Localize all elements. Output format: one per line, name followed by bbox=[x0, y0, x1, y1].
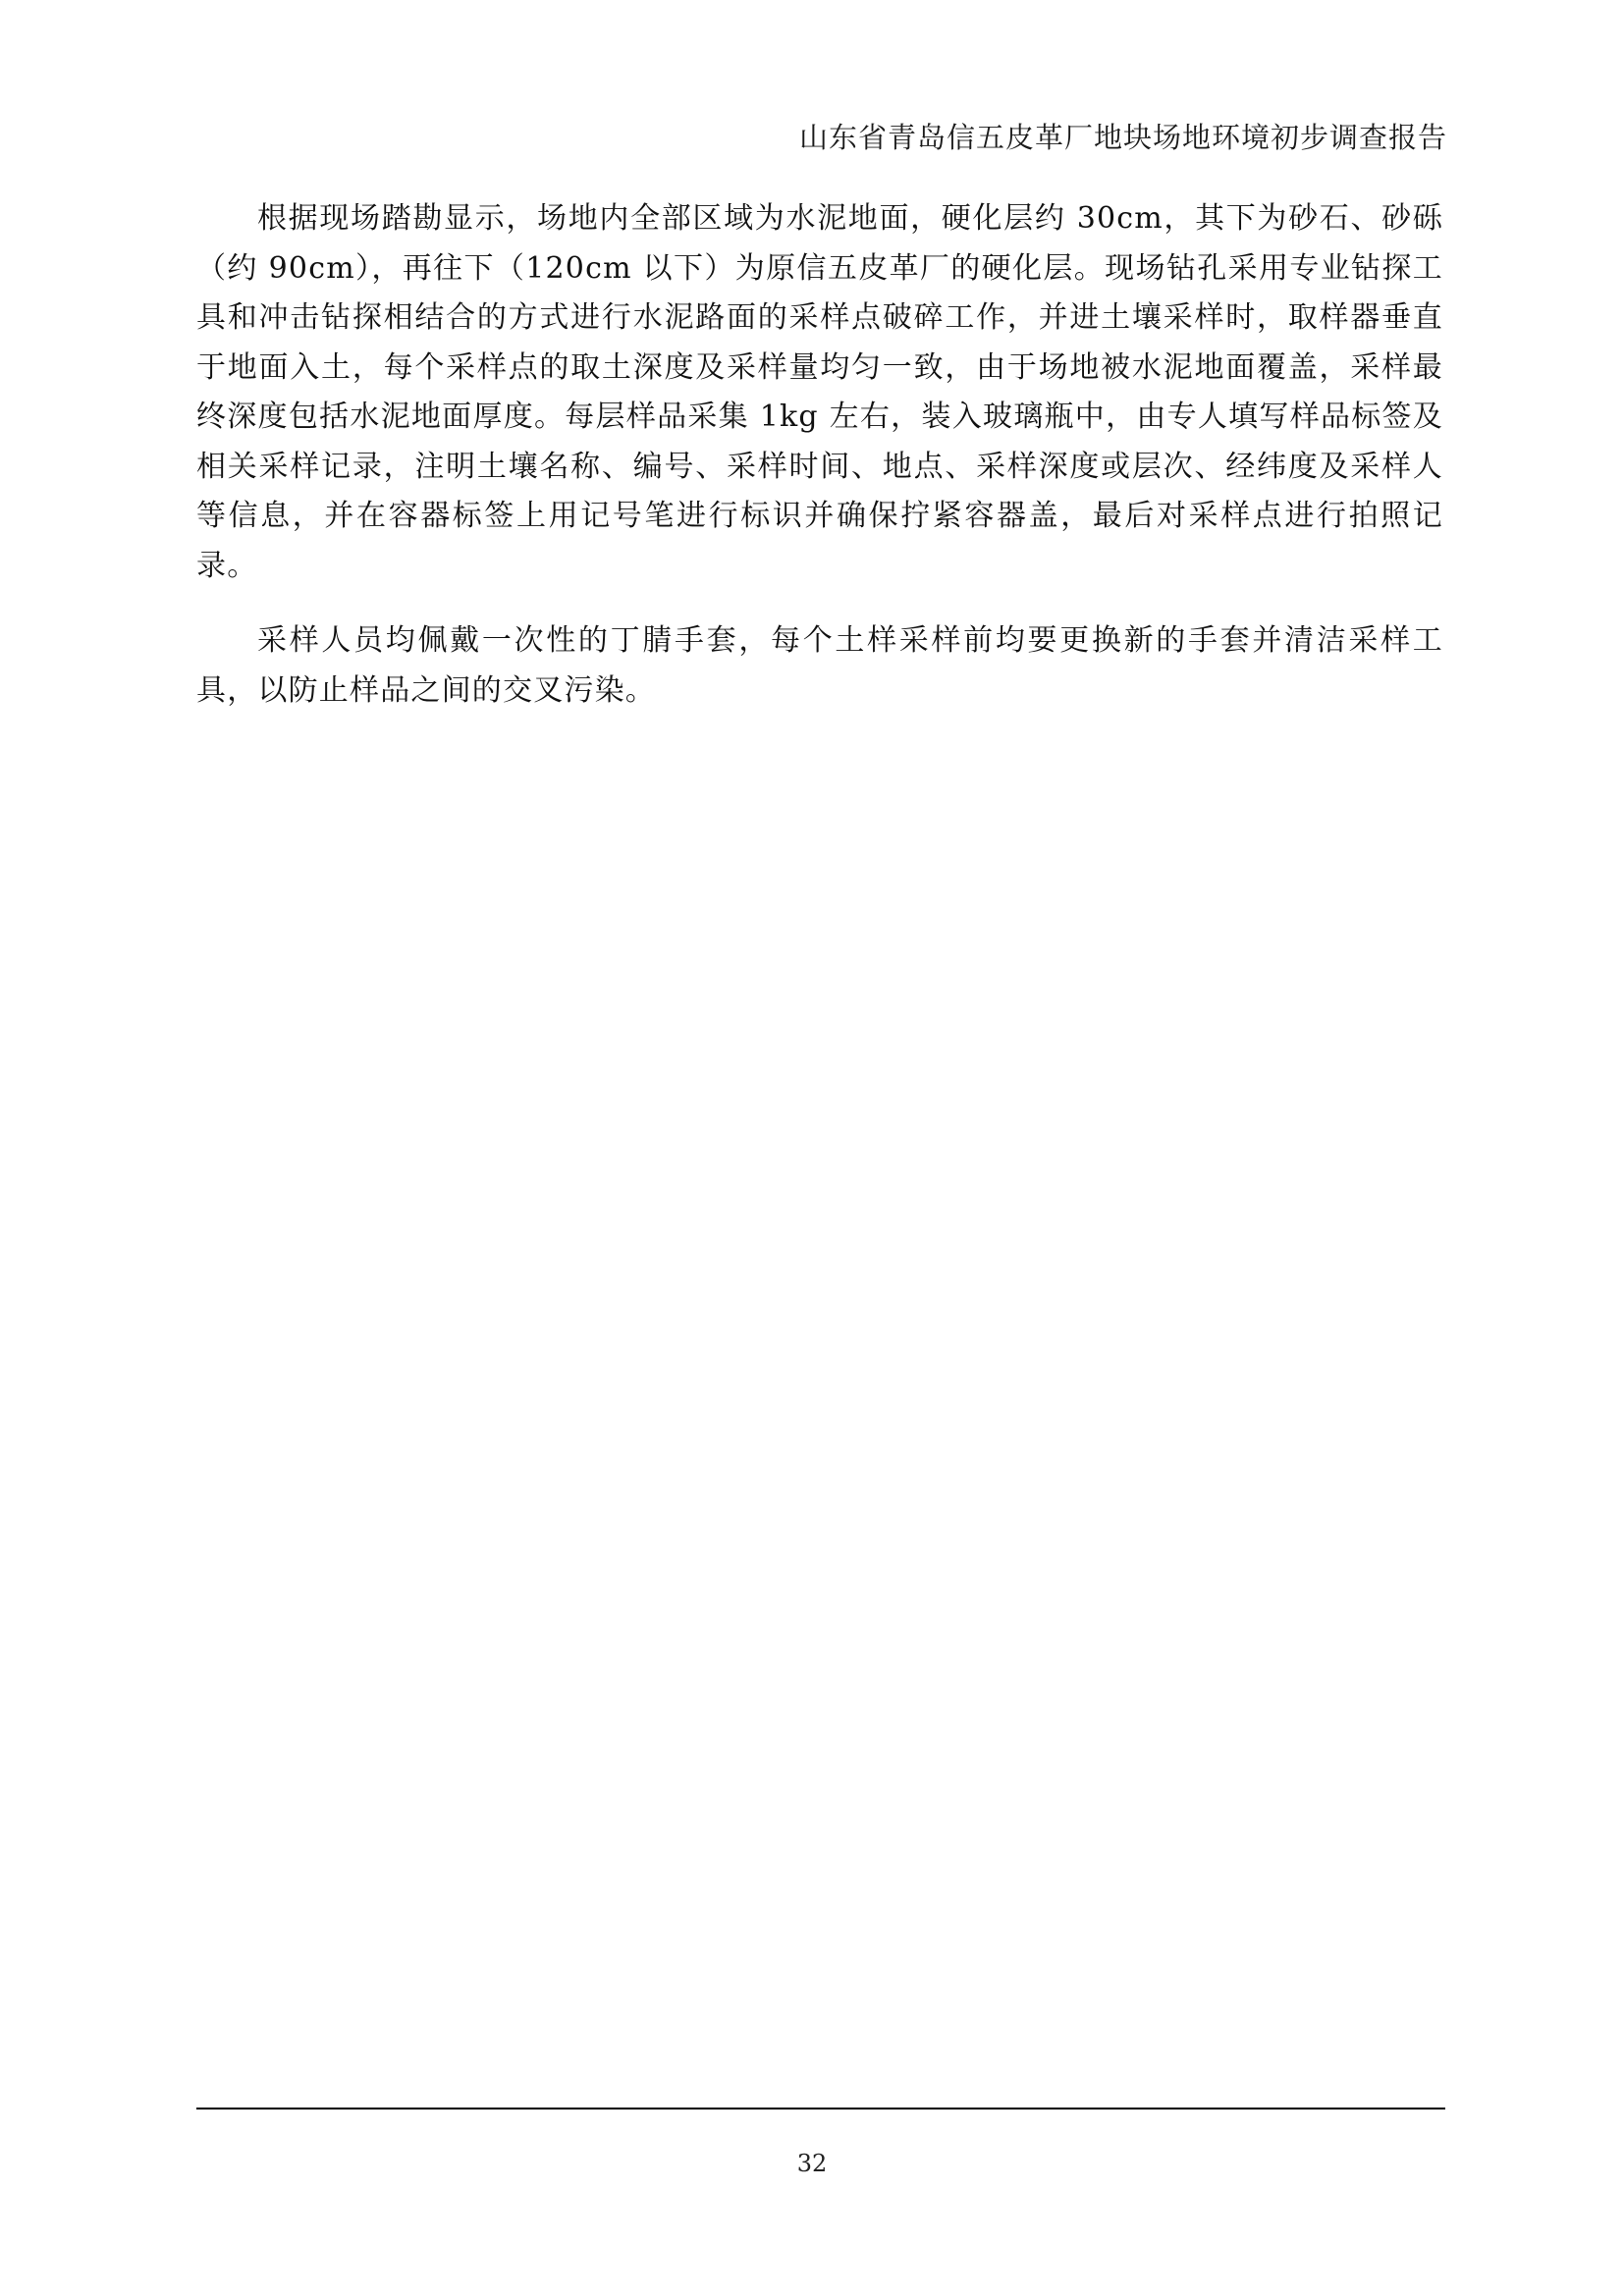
body-text bbox=[196, 194, 1443, 741]
paragraph-contamination-prevention: 采样人员均佩戴一次性的丁腈手套，每个土样采样前均要更换新的手套并清洁采样工具，以防止样品之间的交叉污染。 bbox=[196, 623, 1443, 708]
page-header-title: 山东省青岛信五皮革厂地块场地环境初步调查报告 bbox=[798, 121, 1447, 154]
footer-divider bbox=[196, 2108, 1445, 2109]
paragraph-sampling-method: 根据现场踏勘显示，场地内全部区域为水泥地面，硬化层约 30cm，其下为砂石、砂砾（约 90cm），再往下（120cm 以下）为原信五皮革厂的硬化层。现场钻孔采用专业钻探工具和冲击钻探相结合的方式进行水泥路面的采样点破碎工作，并进土壤采样时，取样器垂直于地面入土，每个采样点的取土深度及采样量均匀一致，由于场地被水泥地面覆盖，采样最终深度包括水泥地面厚度。每层样品采集 1kg 左右，装入玻璃瓶中，由专人填写样品标签及相关采样记录，注明土壤名称、编号、采样时间、地点、采样深度或层次、经纬度及采样人等信息，并在容器标签上用记号笔进行标识并确保拧紧容器盖，最后对采样点进行拍照记录。 bbox=[196, 201, 1443, 583]
page-number: 32 bbox=[796, 2150, 828, 2177]
